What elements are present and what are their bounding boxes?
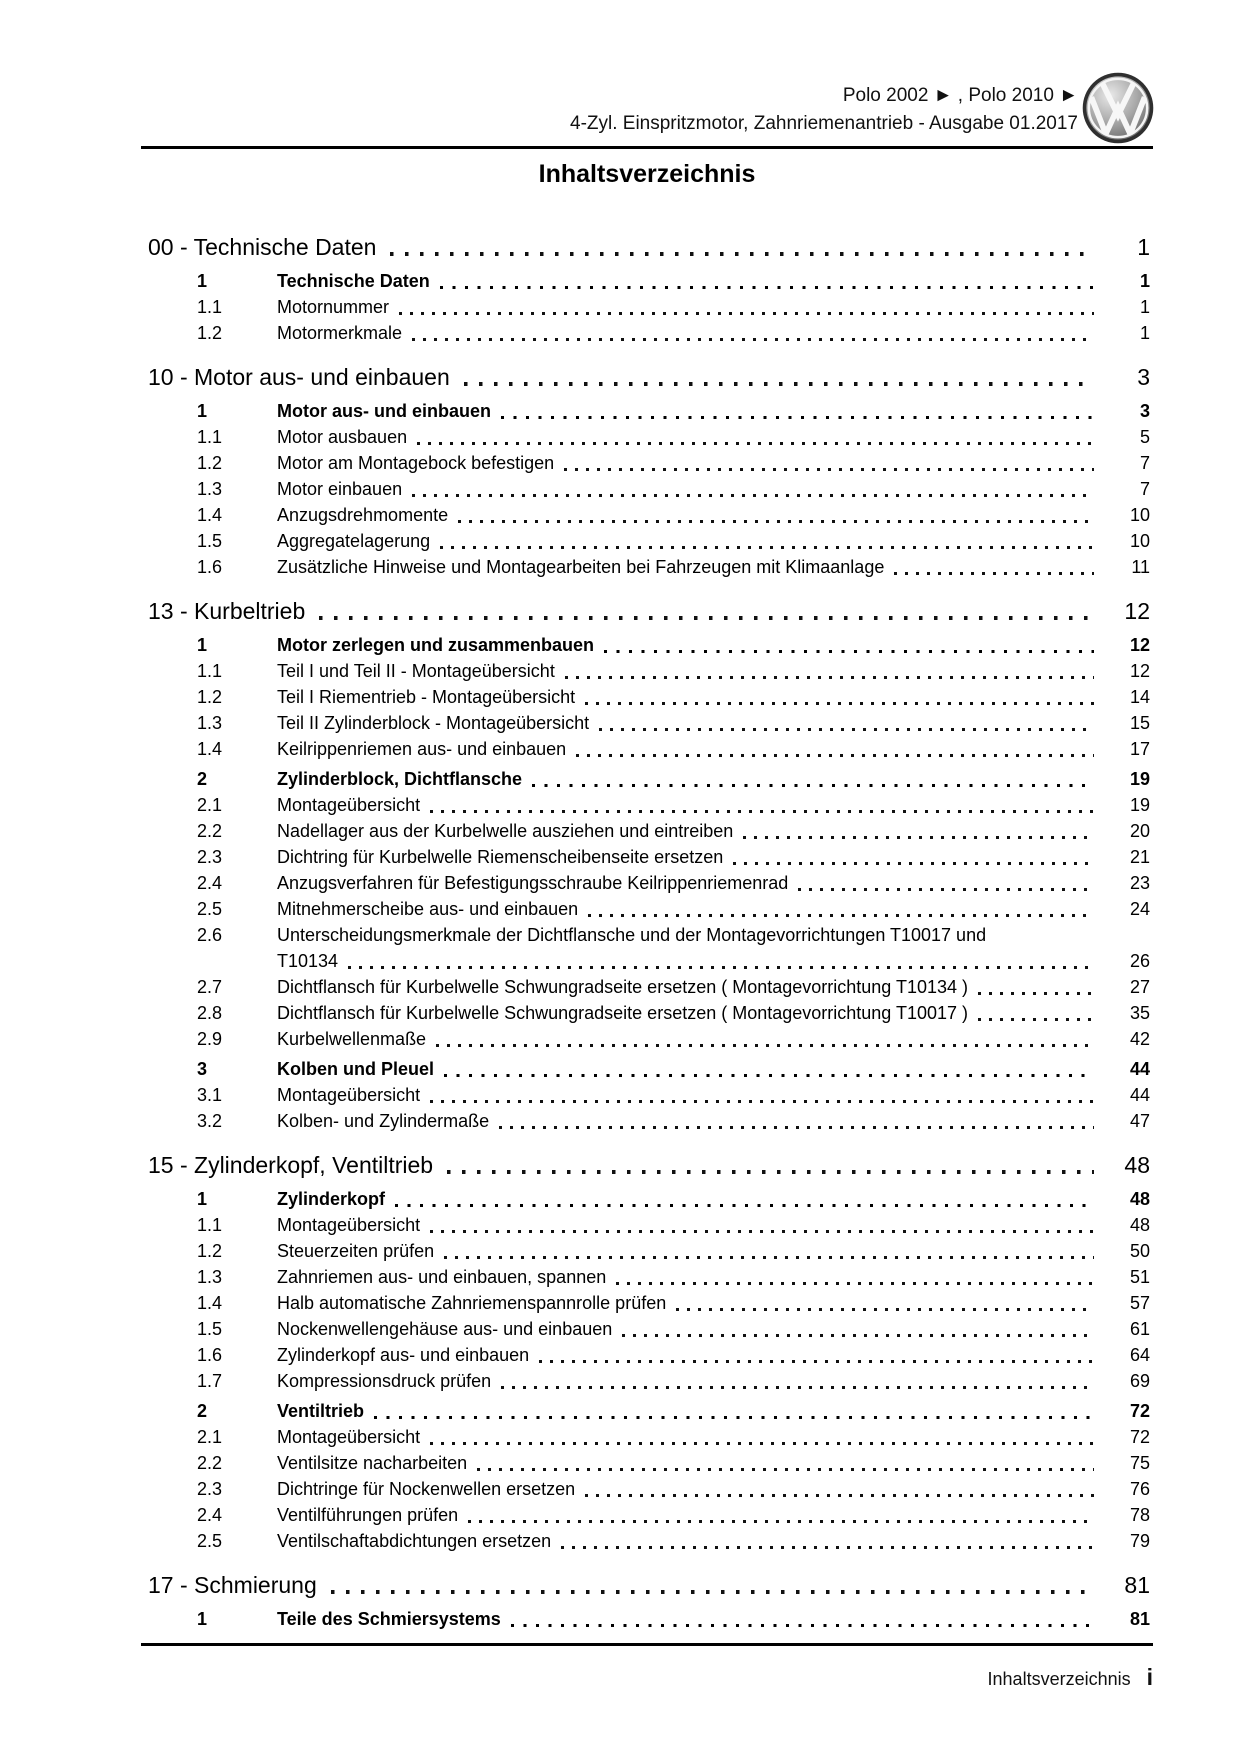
entry-page-number: 24 (1129, 899, 1150, 919)
toc-entry-row (148, 450, 1150, 476)
dot-leader (444, 1074, 1094, 1077)
entry-title: Teil I und Teil II - Montageübersicht (277, 661, 555, 681)
entry-title: Nadellager aus der Kurbelwelle ausziehen und eintreiben (277, 821, 734, 841)
entry-title: Montageübersicht (277, 1215, 421, 1235)
entry-number: 1.5 (197, 531, 223, 551)
entry-number: 2.2 (197, 821, 223, 841)
entry-number: 2 (197, 769, 208, 789)
entry-title: Montageübersicht (277, 795, 421, 815)
entry-title: Zylinderkopf aus- und einbauen (277, 1345, 530, 1365)
dot-leader (511, 1624, 1094, 1627)
entry-page-number: 44 (1129, 1059, 1150, 1079)
entry-number: 1.1 (197, 427, 223, 447)
entry-number: 2 (197, 1401, 208, 1421)
footer-divider (141, 1643, 1153, 1646)
entry-title: Motor am Montagebock befestigen (277, 453, 555, 473)
entry-title: Steuerzeiten prüfen (277, 1241, 435, 1261)
entry-page-number: 3 (1139, 401, 1150, 421)
entry-title: Dichtringe für Nockenwellen ersetzen (277, 1479, 576, 1499)
entry-number: 2.8 (197, 1003, 223, 1023)
entry-page-number: 81 (1129, 1609, 1150, 1629)
entry-title: Ventilführungen prüfen (277, 1505, 459, 1525)
dot-leader (440, 286, 1094, 289)
toc-entry-row (148, 1186, 1150, 1212)
toc-entry-row (148, 502, 1150, 528)
toc-entry-row (148, 1606, 1150, 1632)
dot-leader (501, 1386, 1094, 1389)
entry-page-number: 79 (1129, 1531, 1150, 1551)
dot-leader (458, 520, 1094, 523)
entry-number: 1.2 (197, 323, 223, 343)
toc-entry-row (148, 1528, 1150, 1554)
entry-number: 1 (197, 635, 208, 655)
entry-page-number: 47 (1129, 1111, 1150, 1131)
entry-number: 1.7 (197, 1371, 223, 1391)
entry-page-number: 1 (1139, 323, 1150, 343)
entry-page-number: 1 (1139, 271, 1150, 291)
entry-number: 1 (197, 401, 208, 421)
entry-title: Teil I Riementrieb - Montageübersicht (277, 687, 576, 707)
toc-entry-row (148, 294, 1150, 320)
entry-number: 2.7 (197, 977, 223, 997)
entry-title: Dichtflansch für Kurbelwelle Schwungradseite ersetzen ( Montagevorrichtung T10134 ) (277, 977, 969, 997)
toc-entry-row (148, 684, 1150, 710)
entry-title: Zusätzliche Hinweise und Montagearbeiten bei Fahrzeugen mit Klimaanlage (277, 557, 885, 577)
toc-entry-row (148, 1108, 1150, 1134)
entry-title: Zylinderblock, Dichtflansche (277, 769, 523, 789)
entry-title: Kurbelwellenmaße (277, 1029, 427, 1049)
entry-number: 2.3 (197, 847, 223, 867)
entry-number: 2.2 (197, 1453, 223, 1473)
entry-page-number: 76 (1129, 1479, 1150, 1499)
toc-entry-row (148, 896, 1150, 922)
entry-title: Anzugsdrehmomente (277, 505, 449, 525)
entry-number: 1.1 (197, 297, 223, 317)
entry-page-number: 51 (1129, 1267, 1150, 1287)
entry-title: Motor einbauen (277, 479, 403, 499)
entry-title: Aggregatelagerung (277, 531, 431, 551)
entry-title: Mitnehmerscheibe aus- und einbauen (277, 899, 579, 919)
toc-entry-row (148, 1056, 1150, 1082)
toc-chapter-row (148, 594, 1150, 628)
dot-leader (464, 382, 1094, 386)
dot-leader (374, 1416, 1094, 1419)
header-subject-line: 4-Zyl. Einspritzmotor, Zahnriemenantrieb - Ausgabe 01.2017 (570, 113, 1078, 134)
entry-title: Kolben und Pleuel (277, 1059, 435, 1079)
entry-page-number: 12 (1129, 635, 1150, 655)
entry-number: 1 (197, 271, 208, 291)
toc-entry-row (148, 844, 1150, 870)
entry-title: T10134 (277, 951, 339, 971)
dot-leader (430, 1100, 1094, 1103)
entry-page-number: 69 (1129, 1371, 1150, 1391)
toc-entry-row (148, 710, 1150, 736)
toc-entry-row (148, 1026, 1150, 1052)
dot-leader (599, 728, 1094, 731)
entry-page-number: 12 (1129, 661, 1150, 681)
entry-page-number: 44 (1129, 1085, 1150, 1105)
entry-page-number: 11 (1131, 557, 1150, 577)
dot-leader (585, 1494, 1094, 1497)
dot-leader (676, 1308, 1094, 1311)
chapter-label: 00 - Technische Daten (148, 234, 377, 260)
dot-leader (798, 888, 1094, 891)
dot-leader (430, 1230, 1094, 1233)
entry-number: 2.6 (197, 925, 223, 945)
toc-chapter-row (148, 360, 1150, 394)
toc-entry-row (148, 632, 1150, 658)
entry-number: 1 (197, 1609, 208, 1629)
vw-logo (1082, 70, 1154, 146)
chapter-label: 15 - Zylinderkopf, Ventiltrieb (148, 1152, 434, 1178)
dot-leader (622, 1334, 1094, 1337)
dot-leader (319, 616, 1094, 620)
entry-number: 1.4 (197, 1293, 223, 1313)
toc-entry-row (148, 1316, 1150, 1342)
dot-leader (576, 754, 1094, 757)
toc-entry-row (148, 766, 1150, 792)
entry-number: 2.5 (197, 899, 223, 919)
toc-entry-row (148, 528, 1150, 554)
entry-page-number: 17 (1129, 739, 1150, 759)
chapter-page-number: 12 (1124, 598, 1150, 624)
dot-leader (440, 546, 1094, 549)
entry-page-number: 72 (1129, 1401, 1150, 1421)
entry-title: Kolben- und Zylindermaße (277, 1111, 490, 1131)
entry-title: Montageübersicht (277, 1085, 421, 1105)
footer-label: Inhaltsverzeichnis (987, 1669, 1131, 1689)
entry-page-number: 42 (1129, 1029, 1150, 1049)
toc-entry-row (148, 1398, 1150, 1424)
toc-entry-row (148, 736, 1150, 762)
header-model-line: Polo 2002 ► , Polo 2010 ► (842, 85, 1078, 106)
entry-page-number: 75 (1129, 1453, 1150, 1473)
toc-entry-row (148, 1212, 1150, 1238)
table-of-contents (148, 216, 1150, 1632)
dot-leader (436, 1044, 1094, 1047)
entry-page-number: 23 (1129, 873, 1150, 893)
entry-title: Zahnriemen aus- und einbauen, spannen (277, 1267, 607, 1287)
dot-leader (348, 966, 1094, 969)
entry-number: 2.3 (197, 1479, 223, 1499)
dot-leader (585, 702, 1094, 705)
toc-entry-row (148, 1424, 1150, 1450)
dot-leader (733, 862, 1094, 865)
dot-leader (978, 1018, 1094, 1021)
entry-title: Teil II Zylinderblock - Montageübersicht (277, 713, 590, 733)
chapter-page-number: 81 (1124, 1572, 1150, 1598)
entry-title: Ventilschaftabdichtungen ersetzen (277, 1531, 552, 1551)
dot-leader (978, 992, 1094, 995)
entry-title: Ventiltrieb (277, 1401, 365, 1421)
dot-leader (561, 1546, 1094, 1549)
toc-entry-row (148, 974, 1150, 1000)
dot-leader (532, 784, 1094, 787)
toc-entry-row (148, 554, 1150, 580)
entry-number: 1.2 (197, 453, 223, 473)
dot-leader (604, 650, 1094, 653)
dot-leader (499, 1126, 1094, 1129)
entry-title: Motornummer (277, 297, 390, 317)
dot-leader (444, 1256, 1094, 1259)
dot-leader (399, 312, 1094, 315)
entry-title: Technische Daten (277, 271, 430, 291)
entry-page-number: 10 (1129, 505, 1150, 525)
toc-entry-row (148, 922, 1150, 948)
toc-entry-row (148, 1450, 1150, 1476)
entry-number: 1.6 (197, 557, 223, 577)
toc-entry-row (148, 1476, 1150, 1502)
dot-leader (412, 494, 1094, 497)
toc-entry-row-continuation (148, 948, 1150, 974)
entry-page-number: 35 (1129, 1003, 1150, 1023)
entry-number: 1.2 (197, 1241, 223, 1261)
dot-leader (588, 914, 1094, 917)
dot-leader (539, 1360, 1094, 1363)
entry-title: Ventilsitze nacharbeiten (277, 1453, 468, 1473)
entry-number: 2.9 (197, 1029, 223, 1049)
entry-page-number: 1 (1139, 297, 1150, 317)
toc-entry-row (148, 398, 1150, 424)
entry-page-number: 19 (1129, 795, 1150, 815)
entry-number: 1.1 (197, 661, 223, 681)
entry-number: 1.1 (197, 1215, 223, 1235)
entry-title: Kompressionsdruck prüfen (277, 1371, 492, 1391)
entry-number: 1.4 (197, 505, 223, 525)
toc-entry-row (148, 792, 1150, 818)
entry-title: Teile des Schmiersystems (277, 1609, 501, 1629)
dot-leader (477, 1468, 1094, 1471)
entry-page-number: 50 (1129, 1241, 1150, 1261)
entry-page-number: 19 (1129, 769, 1150, 789)
entry-number: 2.1 (197, 1427, 223, 1447)
entry-page-number: 78 (1129, 1505, 1150, 1525)
entry-number: 1.6 (197, 1345, 223, 1365)
page-title: Inhaltsverzeichnis (538, 160, 756, 188)
toc-entry-row (148, 818, 1150, 844)
entry-title: Anzugsverfahren für Befestigungsschraube Keilrippenriemenrad (277, 873, 789, 893)
entry-page-number: 61 (1129, 1319, 1150, 1339)
entry-number: 1.3 (197, 479, 223, 499)
entry-page-number: 26 (1129, 951, 1150, 971)
dot-leader (468, 1520, 1094, 1523)
entry-title: Motor zerlegen und zusammenbauen (277, 635, 595, 655)
entry-title: Halb automatische Zahnriemenspannrolle prüfen (277, 1293, 667, 1313)
toc-entry-row (148, 1082, 1150, 1108)
toc-entry-row (148, 1290, 1150, 1316)
dot-leader (616, 1282, 1094, 1285)
page-footer (141, 1662, 1153, 1694)
entry-page-number: 48 (1129, 1189, 1150, 1209)
entry-page-number: 48 (1129, 1215, 1150, 1235)
toc-entry-row (148, 476, 1150, 502)
dot-leader (395, 1204, 1094, 1207)
dot-leader (412, 338, 1094, 341)
toc-entry-row (148, 1502, 1150, 1528)
entry-title: Dichtflansch für Kurbelwelle Schwungradseite ersetzen ( Montagevorrichtung T10017 ) (277, 1003, 969, 1023)
entry-title: Nockenwellengehäuse aus- und einbauen (277, 1319, 613, 1339)
toc-entry-row (148, 1264, 1150, 1290)
toc-entry-row (148, 870, 1150, 896)
dot-leader (501, 416, 1094, 419)
dot-leader (417, 442, 1094, 445)
dot-leader (565, 676, 1094, 679)
header-divider (141, 146, 1153, 149)
toc-chapter-row (148, 230, 1150, 264)
dot-leader (564, 468, 1094, 471)
entry-number: 2.5 (197, 1531, 223, 1551)
entry-page-number: 72 (1129, 1427, 1150, 1447)
entry-title: Motor ausbauen (277, 427, 408, 447)
entry-title: Dichtring für Kurbelwelle Riemenscheibenseite ersetzen (277, 847, 724, 867)
chapter-page-number: 48 (1124, 1152, 1150, 1178)
dot-leader (447, 1170, 1094, 1174)
entry-number: 1 (197, 1189, 208, 1209)
entry-page-number: 15 (1129, 713, 1150, 733)
toc-chapter-row (148, 1148, 1150, 1182)
entry-number (197, 948, 277, 974)
dot-leader (430, 810, 1094, 813)
entry-title: Unterscheidungsmerkmale der Dichtflansche und der Montagevorrichtungen T10017 und (277, 925, 987, 945)
toc-entry-row (148, 320, 1150, 346)
entry-number: 3 (197, 1059, 208, 1079)
dot-leader (331, 1590, 1094, 1594)
footer-page-number: i (1146, 1664, 1153, 1690)
entry-page-number: 7 (1139, 479, 1150, 499)
dot-leader (390, 252, 1094, 256)
entry-page-number: 10 (1129, 531, 1150, 551)
dot-leader (894, 572, 1094, 575)
entry-number: 1.4 (197, 739, 223, 759)
toc-entry-row (148, 424, 1150, 450)
entry-number: 1.3 (197, 1267, 223, 1287)
chapter-label: 13 - Kurbeltrieb (148, 598, 306, 624)
entry-number: 1.3 (197, 713, 223, 733)
entry-number: 2.4 (197, 1505, 223, 1525)
entry-page-number: 7 (1139, 453, 1150, 473)
entry-title: Motormerkmale (277, 323, 403, 343)
entry-number: 3.1 (197, 1085, 223, 1105)
entry-number: 3.2 (197, 1111, 223, 1131)
entry-page-number: 20 (1129, 821, 1150, 841)
chapter-page-number: 3 (1137, 364, 1150, 390)
entry-title: Zylinderkopf (277, 1189, 386, 1209)
toc-entry-row (148, 1238, 1150, 1264)
entry-title: Montageübersicht (277, 1427, 421, 1447)
toc-entry-row (148, 1342, 1150, 1368)
toc-entry-row (148, 268, 1150, 294)
toc-entry-row (148, 658, 1150, 684)
entry-page-number: 5 (1139, 427, 1150, 447)
chapter-label: 17 - Schmierung (148, 1572, 317, 1598)
toc-chapter-row (148, 1568, 1150, 1602)
entry-number: 2.4 (197, 873, 223, 893)
entry-number: 2.1 (197, 795, 223, 815)
entry-title: Keilrippenriemen aus- und einbauen (277, 739, 567, 759)
chapter-page-number: 1 (1137, 234, 1150, 260)
toc-entry-row (148, 1368, 1150, 1394)
entry-page-number: 14 (1129, 687, 1150, 707)
entry-page-number: 57 (1129, 1293, 1150, 1313)
toc-entry-row (148, 1000, 1150, 1026)
dot-leader (430, 1442, 1094, 1445)
entry-page-number: 21 (1129, 847, 1150, 867)
entry-number: 1.2 (197, 687, 223, 707)
entry-page-number: 27 (1129, 977, 1150, 997)
dot-leader (743, 836, 1094, 839)
page-header (570, 82, 1078, 138)
entry-number: 1.5 (197, 1319, 223, 1339)
entry-page-number: 64 (1129, 1345, 1150, 1365)
chapter-label: 10 - Motor aus- und einbauen (148, 364, 450, 390)
entry-title: Motor aus- und einbauen (277, 401, 491, 421)
